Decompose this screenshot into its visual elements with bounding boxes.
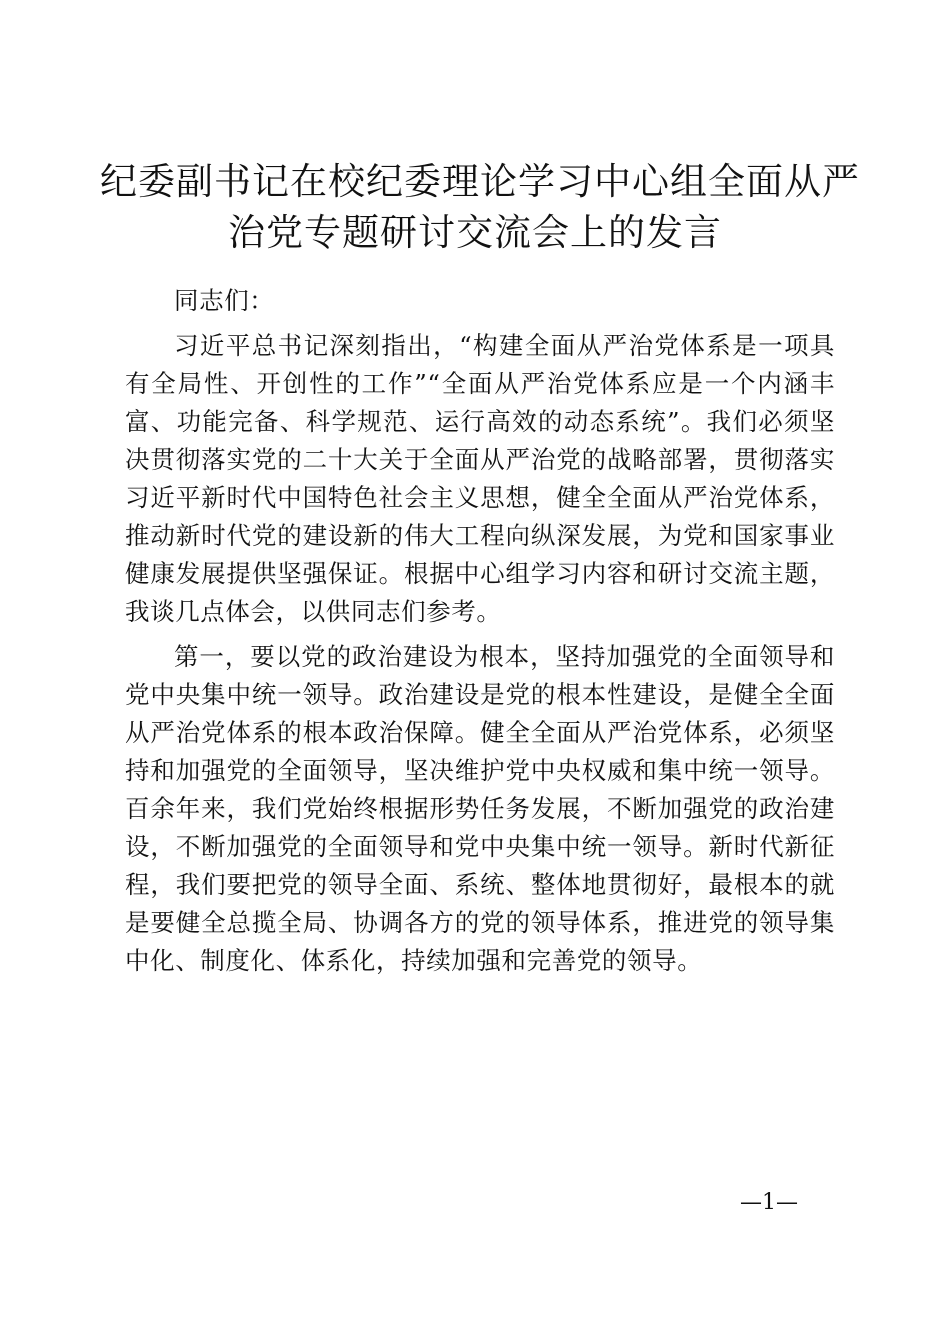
document-title — [100, 156, 860, 258]
page-number: —1— — [740, 1190, 798, 1215]
paragraph-first-point: 第一，要以党的政治建设为根本，坚持加强党的全面领导和党中央集中统一领导。政治建设是党的根本性建设，是健全全面从严治党体系的根本政治保障。健全全面从严治党体系，必须坚持和加强党的全面领导，坚决维护党中央权威和集中统一领导。百余年来，我们党始终根据形势任务发展，不断加强党的政治建设，不断加强党的全面领导和党中央集中统一领导。新时代新征程，我们要把党的领导全面、系统、整体地贯彻好，最根本的就是要健全总揽全局、协调各方的党的领导体系，推进党的领导集中化、制度化、体系化，持续加强和完善党的领导。 — [125, 642, 835, 975]
document-body — [125, 282, 835, 980]
title-line-2: 治党专题研讨交流会上的发言 — [228, 211, 722, 254]
salutation: 同志们： — [174, 286, 275, 315]
paragraph-intro: 习近平总书记深刻指出，“构建全面从严治党体系是一项具有全局性、开创性的工作”“全面从严治党体系应是一个内涵丰富、功能完备、科学规范、运行高效的动态系统”。我们必须坚决贯彻落实党的二十大关于全面从严治党的战略部署，贯彻落实习近平新时代中国特色社会主义思想，健全全面从严治党体系，推动新时代党的建设新的伟大工程向纵深发展，为党和国家事业健康发展提供坚强保证。根据中心组学习内容和研讨交流主题，我谈几点体会，以供同志们参考。 — [125, 331, 835, 626]
title-line-1: 纪委副书记在校纪委理论学习中心组全面从严 — [100, 160, 860, 203]
